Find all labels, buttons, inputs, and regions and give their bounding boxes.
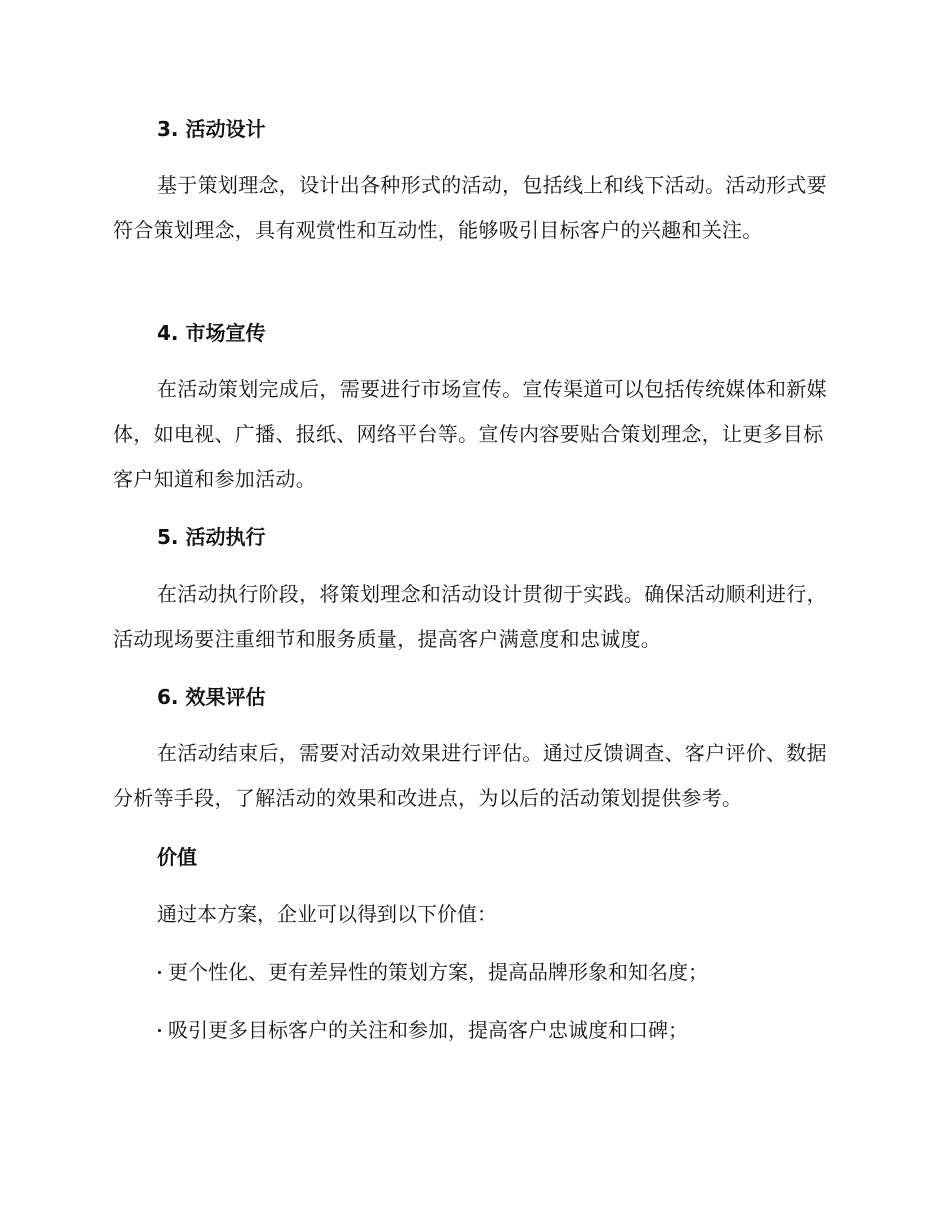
value-heading: 价值 [157,845,197,869]
value-bullet-text: 更个性化、更有差异性的策划方案，提高品牌形象和知名度； [168,960,708,984]
section-body-marketing: 在活动策划完成后，需要进行市场宣传。宣传渠道可以包括传统媒体和新媒体，如电视、广播、报纸、网络平台等。宣传内容要贴合策划理念，让更多目标客户知道和参加活动。 [113,377,827,491]
value-bullet-item [157,958,708,986]
section-body-execution: 在活动执行阶段，将策划理念和活动设计贯彻于实践。确保活动顺利进行，活动现场要注重细节和服务质量，提高客户满意度和忠诚度。 [113,582,827,651]
section-heading-activity-design: 3. 活动设计 [157,117,266,141]
value-bullet-item [157,1016,688,1044]
section-heading-evaluation: 6. 效果评估 [157,685,266,709]
bullet-dot-icon [158,971,161,974]
section-heading-marketing: 4. 市场宣传 [157,321,266,345]
value-bullet-text: 吸引更多目标客户的关注和参加，提高客户忠诚度和口碑； [168,1018,688,1042]
value-intro: 通过本方案，企业可以得到以下价值： [157,902,497,926]
section-body-evaluation: 在活动结束后，需要对活动效果进行评估。通过反馈调查、客户评价、数据分析等手段，了解活动的效果和改进点，为以后的活动策划提供参考。 [113,741,827,810]
bullet-dot-icon [158,1029,161,1032]
section-heading-execution: 5. 活动执行 [157,525,266,549]
section-body-activity-design: 基于策划理念，设计出各种形式的活动，包括线上和线下活动。活动形式要符合策划理念，具有观赏性和互动性，能够吸引目标客户的兴趣和关注。 [113,173,827,242]
